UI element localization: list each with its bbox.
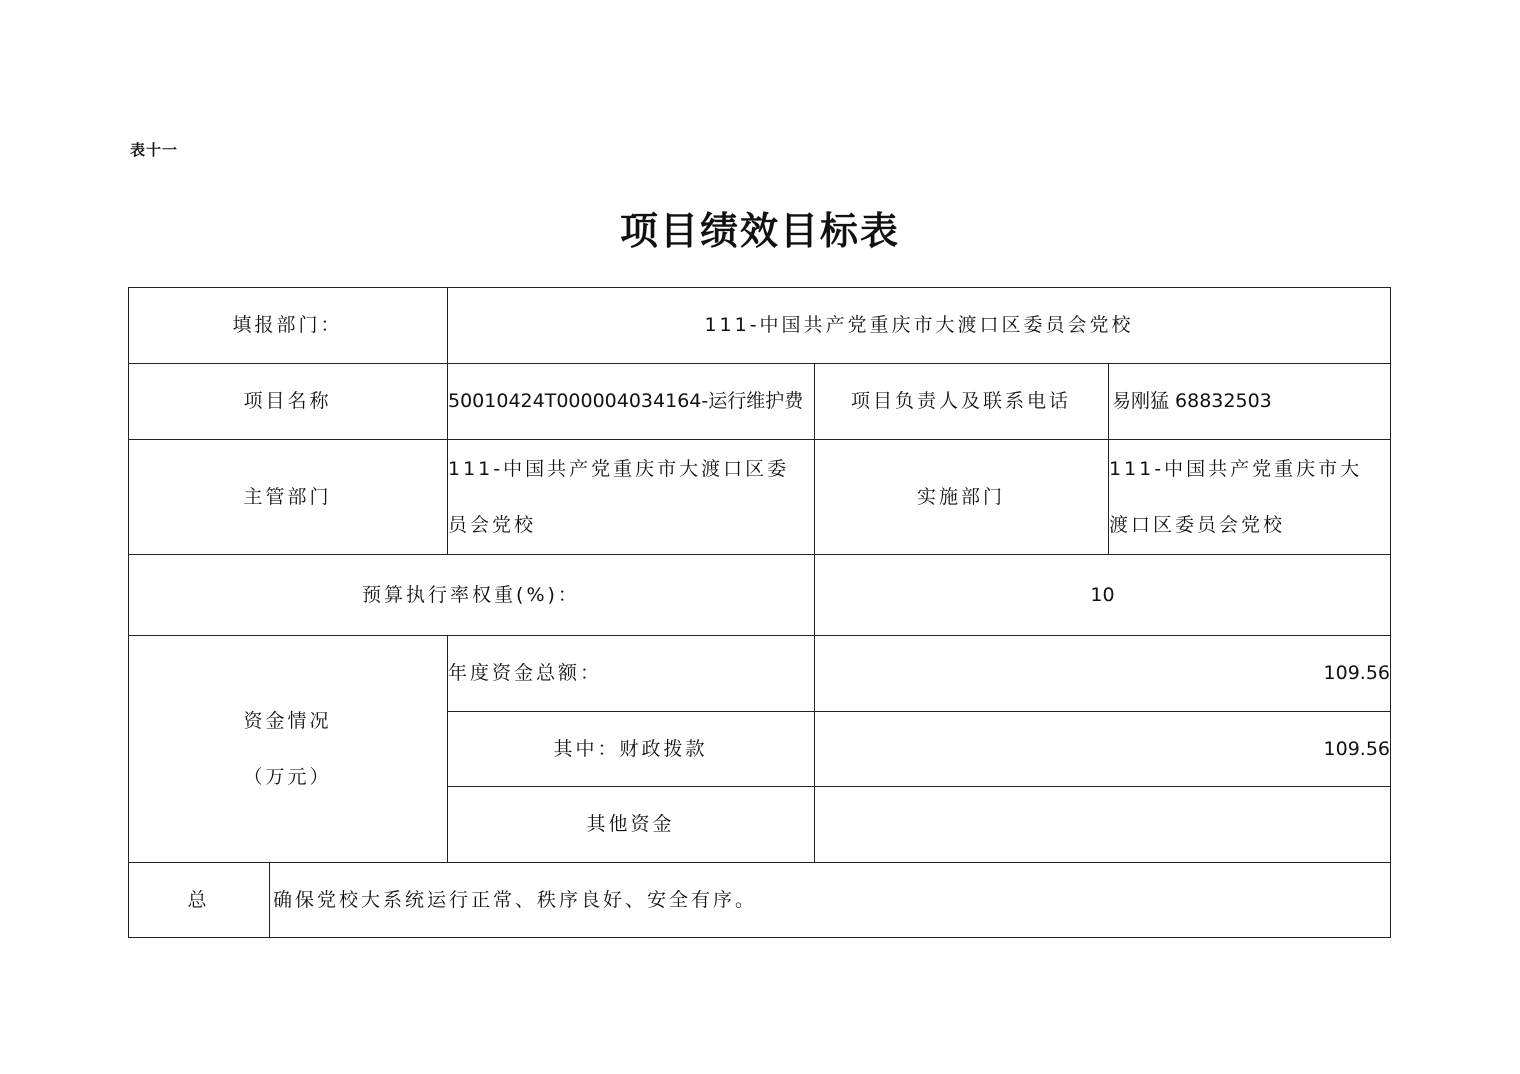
other-funds-value (814, 786, 1390, 862)
contact-label: 项目负责人及联系电话 (850, 390, 1071, 412)
performance-goal-table (128, 287, 1391, 938)
reporting-dept-value: 111-中国共产党重庆市大渡口区委员会党校 (704, 314, 1134, 336)
funds-label: 资金情况 (243, 709, 332, 732)
supervising-dept-text: 111-中国共产党重庆市大渡口区委员会党校 (448, 457, 790, 536)
annual-total-label: 年度资金总额： (448, 662, 603, 684)
fiscal-allocation-value: 109.56 (1323, 737, 1390, 760)
funds-label-cell (128, 635, 447, 862)
table-border-bottom (128, 937, 1391, 938)
table-number: 表十一 (130, 141, 179, 159)
implementing-dept-label: 实施部门 (916, 485, 1005, 508)
contact-value: 易刚猛 68832503 (1112, 390, 1272, 412)
project-name-label: 项目名称 (243, 390, 332, 412)
budget-weight-label: 预算执行率权重(%)： (362, 583, 580, 606)
supervising-dept-label: 主管部门 (243, 485, 332, 508)
fiscal-allocation-label: 其中：财政拨款 (553, 737, 708, 760)
implementing-dept-text: 111-中国共产党重庆市大渡口区委员会党校 (1109, 457, 1363, 536)
project-name-value: 50010424T000004034164-运行维护费 (448, 390, 804, 412)
page-title: 项目绩效目标表 (619, 208, 900, 253)
overall-goal-value: 确保党校大系统运行正常、秩序良好、安全有序。 (273, 888, 758, 911)
other-funds-label: 其他资金 (586, 813, 675, 835)
annual-total-value: 109.56 (1323, 662, 1390, 684)
reporting-dept-label: 填报部门： (232, 314, 343, 336)
budget-weight-value: 10 (1090, 583, 1115, 606)
overall-goal-label: 总 (187, 888, 210, 911)
column-divider (269, 862, 270, 937)
supervising-dept-value (448, 439, 810, 554)
funds-unit: （万元） (243, 765, 332, 788)
implementing-dept-value (1109, 439, 1379, 554)
